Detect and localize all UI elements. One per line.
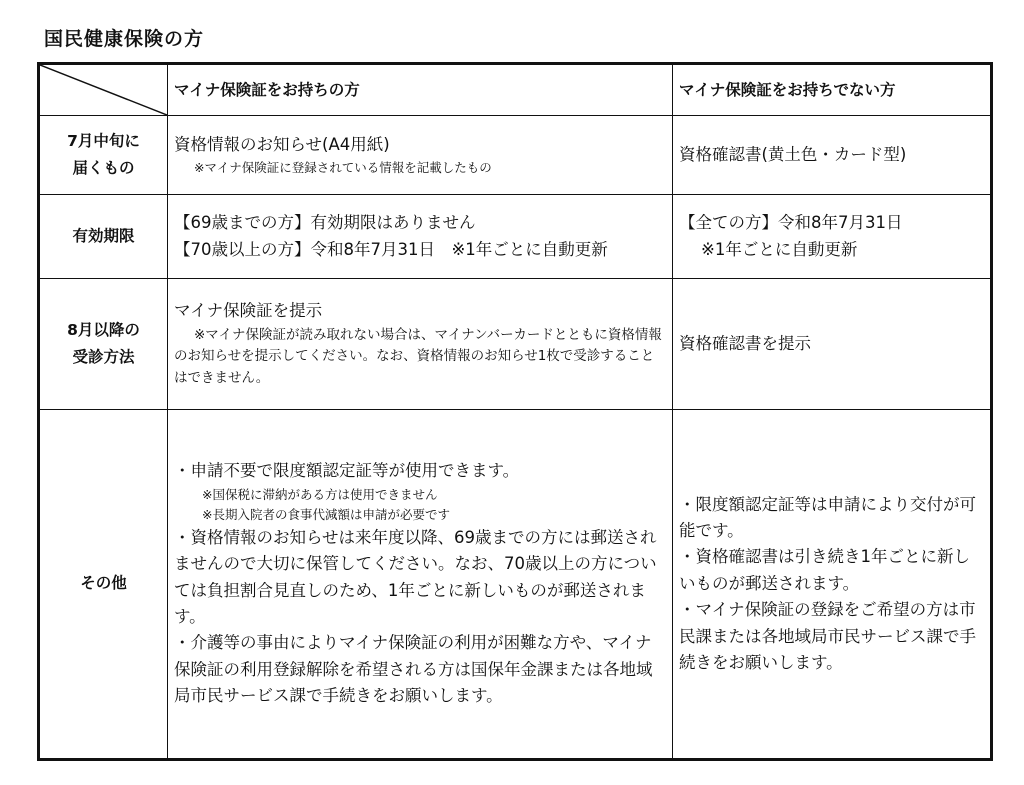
row-header-line: 8月以降の bbox=[67, 320, 140, 339]
cell-arrival-with bbox=[168, 116, 673, 195]
cell-line: ※1年ごとに自動更新 bbox=[701, 239, 858, 259]
cell-arrival-without bbox=[673, 116, 992, 195]
table-row-validity bbox=[39, 195, 992, 279]
cell-main-text: 資格確認書を提示 bbox=[679, 333, 811, 353]
row-header-validity: 有効期限 bbox=[39, 195, 168, 279]
diagonal-line bbox=[40, 65, 167, 115]
bullet-item: ・介護等の事由によりマイナ保険証の利用が困難な方や、マイナ保険証の利用登録解除を希望される方は国保年金課または各地域局市民サービス課で手続きをお願いします。 bbox=[174, 633, 653, 706]
cell-visit-without bbox=[673, 279, 992, 410]
cell-main-text: 資格情報のお知らせ(A4用紙) bbox=[174, 134, 390, 154]
row-header-line: 7月中旬に bbox=[67, 131, 140, 150]
bullet-note: ※国保税に滞納がある方は使用できません bbox=[202, 486, 438, 502]
cell-other-with bbox=[168, 410, 673, 760]
cell-main-text: マイナ保険証を提示 bbox=[174, 301, 323, 321]
cell-line: 【70歳以上の方】令和8年7月31日 ※1年ごとに自動更新 bbox=[174, 239, 608, 259]
bullet-item: ・資格確認書は引き続き1年ごとに新しいものが郵送されます。 bbox=[679, 547, 970, 593]
bullet-note: ※長期入院者の食事代減額は申請が必要です bbox=[202, 506, 450, 522]
bullet-item: ・資格情報のお知らせは来年度以降、69歳までの方には郵送されませんので大切に保管してください。なお、70歳以上の方については負担割合見直しのため、1年ごとに新しいものが郵送されます。 bbox=[174, 527, 657, 626]
row-header-visit bbox=[39, 279, 168, 410]
cell-visit-with bbox=[168, 279, 673, 410]
page-title: 国民健康保険の方 bbox=[44, 28, 205, 50]
table-row-arrival bbox=[39, 116, 992, 195]
cell-line: 【全ての方】令和8年7月31日 bbox=[679, 213, 903, 233]
row-header-arrival bbox=[39, 116, 168, 195]
corner-cell bbox=[39, 64, 168, 116]
cell-other-without bbox=[673, 410, 992, 760]
cell-validity-with bbox=[168, 195, 673, 279]
bullet-item: ・申請不要で限度額認定証等が使用できます。 bbox=[174, 461, 520, 481]
bullet-item: ・マイナ保険証の登録をご希望の方は市民課または各地域局市民サービス課で手続きをお願いします。 bbox=[679, 600, 976, 672]
row-header-line: 届くもの bbox=[72, 159, 135, 177]
column-header-with-card: マイナ保険証をお持ちの方 bbox=[168, 64, 673, 116]
column-header-without-card: マイナ保険証をお持ちでない方 bbox=[673, 64, 992, 116]
cell-line: 【69歳までの方】有効期限はありません bbox=[174, 213, 476, 233]
header-row bbox=[39, 64, 992, 116]
row-header-other: その他 bbox=[39, 410, 168, 760]
row-header-line: 受診方法 bbox=[72, 348, 135, 366]
table-row-visit bbox=[39, 279, 992, 410]
cell-validity-without bbox=[673, 195, 992, 279]
cell-main-text: 資格確認書(黄土色・カード型) bbox=[679, 144, 907, 164]
cell-note: ※マイナ保険証に登録されている情報を記載したもの bbox=[194, 160, 492, 176]
table-row-other bbox=[39, 410, 992, 760]
bullet-item: ・限度額認定証等は申請により交付が可能です。 bbox=[679, 494, 976, 541]
cell-note: ※マイナ保険証が読み取れない場合は、マイナンバーカードとともに資格情報のお知らせを提示してください。なお、資格情報のお知らせ1枚で受診することはできません。 bbox=[174, 326, 662, 386]
insurance-comparison-table bbox=[37, 62, 993, 761]
